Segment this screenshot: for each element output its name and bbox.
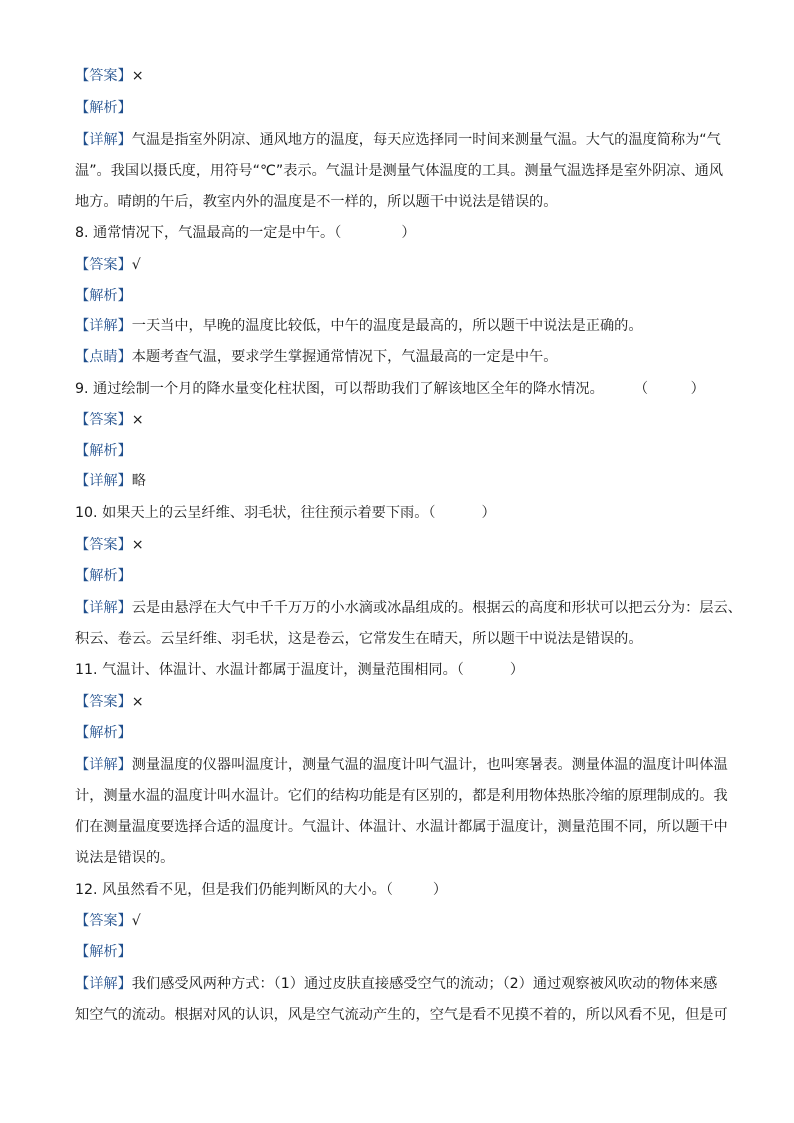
answer-line (75, 255, 141, 275)
detail-label: 【详解】 (75, 318, 132, 334)
answer-label: 【答案】 (75, 257, 132, 273)
detail-line: 积云、卷云。云呈纤维、羽毛状，这是卷云，它常发生在晴天，所以题干中说法是错误的。 (75, 631, 643, 647)
analysis-label: 【解析】 (75, 288, 132, 304)
answer-line (75, 911, 141, 931)
answer-label: 【答案】 (75, 68, 132, 84)
detail-line: 温”。我国以摄氏度，用符号“℃”表示。气温计是测量气体温度的工具。测量气温选择是室外阴凉、通风 (75, 163, 724, 179)
analysis-label: 【解析】 (75, 568, 132, 584)
detail-line: 地方。晴朗的午后，教室内外的温度是不一样的，所以题干中说法是错误的。 (75, 194, 558, 210)
comment-label: 【点睛】 (75, 349, 132, 365)
answer-label: 【答案】 (75, 694, 132, 710)
detail-label: 【详解】 (75, 757, 132, 773)
detail-label: 【详解】 (75, 132, 132, 148)
answer-line (75, 535, 144, 555)
question-12: 12. 风虽然看不见，但是我们仍能判断风的大小。（ ） (75, 882, 448, 898)
detail-label: 【详解】 (75, 473, 132, 489)
question-9: 9. 通过绘制一个月的降水量变化柱状图，可以帮助我们了解该地区全年的降水情况。 （ ） (75, 381, 705, 397)
detail-line: 【详解】一天当中，早晚的温度比较低，中午的温度是最高的，所以题干中说法是正确的。 (75, 318, 643, 334)
question-11: 11. 气温计、体温计、水温计都属于温度计，测量范围相同。（ ） (75, 662, 525, 678)
detail-line: 【详解】我们感受风两种方式：（1）通过皮肤直接感受空气的流动；（2）通过观察被风吹动的物体来感 (75, 976, 718, 992)
analysis-label: 【解析】 (75, 944, 132, 960)
answer-label: 【答案】 (75, 913, 132, 929)
answer-value: √ (131, 913, 141, 929)
answer-line (75, 66, 144, 86)
answer-value: × (131, 537, 144, 553)
answer-value: × (131, 694, 144, 710)
answer-value: × (131, 68, 144, 84)
answer-line (75, 692, 144, 712)
detail-line: 【详解】测量温度的仪器叫温度计，测量气温的温度计叫气温计，也叫寒暑表。测量体温的温度计叫体温 (75, 757, 728, 773)
answer-value: √ (131, 257, 141, 273)
answer-label: 【答案】 (75, 537, 132, 553)
answer-value: × (131, 412, 144, 428)
question-8: 8. 通常情况下，气温最高的一定是中午。（ ） (75, 225, 416, 241)
detail-line: 们在测量温度要选择合适的温度计。气温计、体温计、水温计都属于温度计，测量范围不同，所以题干中 (75, 819, 728, 835)
detail-line: 【详解】气温是指室外阴凉、通风地方的温度，每天应选择同一时间来测量气温。大气的温度简称为“气 (75, 132, 721, 148)
analysis-label: 【解析】 (75, 725, 132, 741)
detail-line: 知空气的流动。根据对风的认识，风是空气流动产生的，空气是看不见摸不着的，所以风看不见，但是可 (75, 1007, 728, 1023)
detail-line: 计，测量水温的温度计叫水温计。它们的结构功能是有区别的，都是利用物体热胀冷缩的原理制成的。我 (75, 788, 728, 804)
detail-label: 【详解】 (75, 600, 132, 616)
answer-label: 【答案】 (75, 412, 132, 428)
analysis-label: 【解析】 (75, 100, 132, 116)
answer-line (75, 410, 144, 430)
detail-line: 【详解】云是由悬浮在大气中千千万万的小水滴或冰晶组成的。根据云的高度和形状可以把云分为：层云、 (75, 600, 742, 616)
question-10: 10. 如果天上的云呈纤维、羽毛状，往往预示着要下雨。（ ） (75, 505, 496, 521)
detail-line: 【详解】略 (75, 473, 146, 489)
comment-line: 【点睛】本题考查气温，要求学生掌握通常情况下，气温最高的一定是中午。 (75, 349, 558, 365)
detail-line: 说法是错误的。 (75, 850, 175, 866)
analysis-label: 【解析】 (75, 443, 132, 459)
detail-label: 【详解】 (75, 976, 132, 992)
